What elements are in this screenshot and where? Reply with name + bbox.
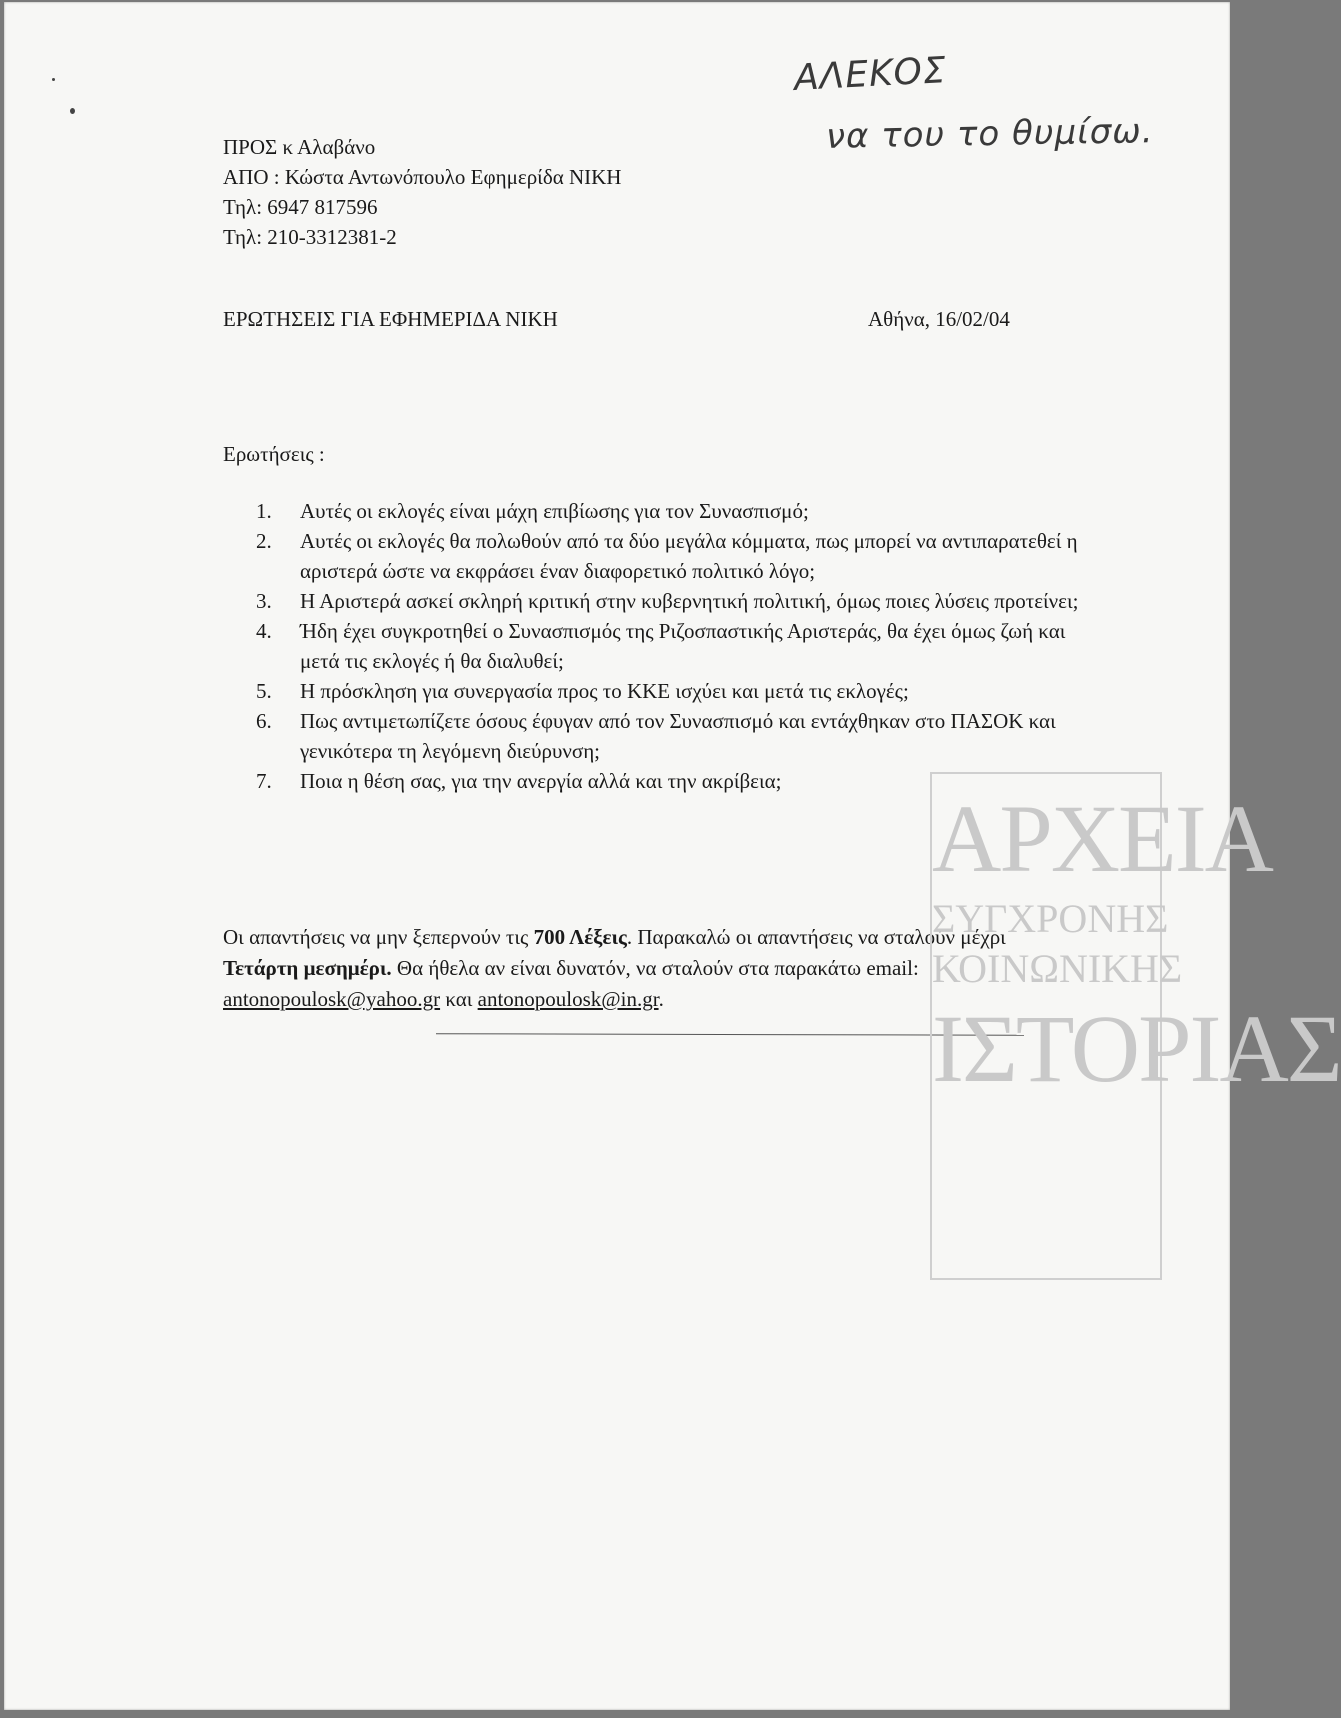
word-limit: 700 Λέξεις	[533, 925, 627, 949]
questions-list	[256, 496, 1086, 796]
stamp-line: ΙΣΤΟΡΙΑΣ	[932, 995, 1341, 1102]
stamp-line: ΣΥΓΧΡΟΝΗΣ	[932, 896, 1169, 941]
handwritten-note-remark: να του το θυμίσω.	[825, 111, 1154, 157]
questions-heading: Ερωτήσεις :	[223, 442, 325, 466]
question-text: Αυτές οι εκλογές θα πολωθούν από τα δύο μεγάλα κόμματα, πως μπορεί να αντιπαρατεθεί η αριστερά ώστε να εκφράσει έναν διαφορετικό πολιτικό λόγο;	[300, 529, 1078, 583]
question-number: 3.	[256, 589, 272, 613]
closing-text: Οι απαντήσεις να μην ξεπερνούν τις	[223, 925, 534, 949]
scan-speck	[70, 108, 75, 114]
deadline: Τετάρτη μεσημέρι.	[223, 956, 392, 980]
list-item	[256, 496, 1086, 526]
recipient-line: ΠΡΟΣ κ Αλαβάνο	[223, 135, 376, 159]
list-item	[256, 616, 1086, 676]
stamp-line: ΑΡΧΕΙΑ	[932, 785, 1272, 892]
question-text: Η πρόσκληση για συνεργασία προς το ΚΚΕ ισχύει και μετά τις εκλογές;	[300, 679, 909, 703]
question-text: Πως αντιμετωπίζετε όσους έφυγαν από τον Συνασπισμό και εντάχθηκαν στο ΠΑΣΟΚ και γενικότερα τη λεγόμενη διεύρυνση;	[300, 709, 1056, 763]
question-number: 1.	[256, 499, 272, 523]
question-text: Ήδη έχει συγκροτηθεί ο Συνασπισμός της Ριζοσπαστικής Αριστεράς, θα έχει όμως ζωή και μετά τις εκλογές ή θα διαλυθεί;	[300, 619, 1066, 673]
email-link-in[interactable]: antonopoulosk@in.gr	[477, 987, 659, 1011]
archive-watermark-stamp	[930, 772, 1341, 1280]
closing-text: Θα ήθελα αν είναι δυνατόν, να σταλούν στα παρακάτω email:	[391, 956, 919, 980]
stamp-line: ΚΟΙΝΩΝΙΚΗΣ	[932, 946, 1183, 991]
list-item	[256, 586, 1086, 616]
question-text: Η Αριστερά ασκεί σκληρή κριτική στην κυβερνητική πολιτική, όμως ποιες λύσεις προτείνει;	[300, 589, 1079, 613]
list-item	[256, 526, 1086, 586]
list-item	[256, 676, 1086, 706]
document-page	[4, 2, 1341, 1710]
closing-text: και	[440, 987, 478, 1011]
question-number: 5.	[256, 679, 272, 703]
question-number: 4.	[256, 619, 272, 643]
question-number: 2.	[256, 529, 272, 553]
email-link-yahoo[interactable]: antonopoulosk@yahoo.gr	[223, 987, 441, 1011]
phone-line-mobile: Τηλ: 6947 817596	[223, 195, 378, 219]
question-number: 7.	[256, 769, 272, 793]
question-text: Αυτές οι εκλογές είναι μάχη επιβίωσης για τον Συνασπισμό;	[300, 499, 809, 523]
handwritten-note-name: ΑΛΕΚΟΣ	[793, 50, 948, 99]
sender-line: ΑΠΟ : Κώστα Αντωνόπουλο Εφημερίδα ΝΙΚΗ	[223, 165, 622, 189]
list-item	[256, 706, 1086, 766]
closing-text: .	[658, 987, 664, 1011]
phone-line-office: Τηλ: 210-3312381-2	[223, 225, 397, 249]
question-number: 6.	[256, 709, 272, 733]
question-text: Ποια η θέση σας, για την ανεργία αλλά και την ακρίβεια;	[300, 769, 782, 793]
letter-header	[223, 132, 621, 252]
document-subject: ΕΡΩΤΗΣΕΙΣ ΓΙΑ ΕΦΗΜΕΡΙΔΑ ΝΙΚΗ	[223, 307, 558, 331]
closing-text: . Παρακαλώ οι απαντήσεις να σταλούν μέχρι	[626, 925, 1006, 949]
document-date: Αθήνα, 16/02/04	[868, 307, 1010, 331]
closing-paragraph	[223, 922, 1043, 1015]
scan-speck	[52, 78, 55, 81]
